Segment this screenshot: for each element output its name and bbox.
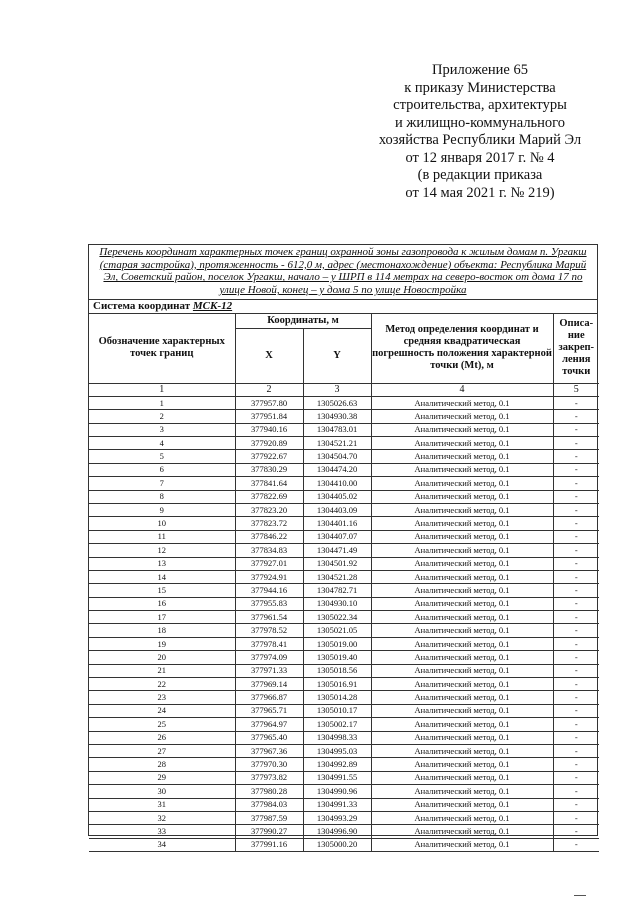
- fixation-cell: -: [553, 557, 599, 570]
- col-designation-header: Обозначение характерных точек границ: [89, 314, 235, 384]
- point-number: 29: [89, 771, 235, 784]
- method-cell: Аналитический метод, 0.1: [371, 825, 553, 838]
- point-number: 1: [89, 396, 235, 409]
- y-coordinate: 1305016.91: [303, 678, 371, 691]
- point-number: 9: [89, 503, 235, 516]
- x-coordinate: 377924.91: [235, 570, 303, 583]
- y-coordinate: 1304782.71: [303, 584, 371, 597]
- table-row: [89, 477, 599, 490]
- x-coordinate: 377973.82: [235, 771, 303, 784]
- fixation-cell: -: [553, 611, 599, 624]
- fixation-cell: -: [553, 544, 599, 557]
- column-number: 3: [303, 383, 371, 396]
- x-coordinate: 377944.16: [235, 584, 303, 597]
- header-line: от 12 января 2017 г. № 4: [405, 149, 555, 166]
- method-cell: Аналитический метод, 0.1: [371, 758, 553, 771]
- y-coordinate: 1305000.20: [303, 838, 371, 851]
- method-cell: Аналитический метод, 0.1: [371, 785, 553, 798]
- fixation-cell: -: [553, 651, 599, 664]
- table-row: [89, 825, 599, 838]
- table-row: [89, 771, 599, 784]
- y-coordinate: 1304405.02: [303, 490, 371, 503]
- method-cell: Аналитический метод, 0.1: [371, 678, 553, 691]
- x-coordinate: 377841.64: [235, 477, 303, 490]
- column-number: 2: [235, 383, 303, 396]
- point-number: 21: [89, 664, 235, 677]
- table-row: [89, 691, 599, 704]
- y-coordinate: 1305002.17: [303, 718, 371, 731]
- y-coordinate: 1304993.29: [303, 811, 371, 824]
- x-coordinate: 377966.87: [235, 691, 303, 704]
- header-line: (в редакции приказа: [417, 167, 543, 183]
- method-cell: Аналитический метод, 0.1: [371, 396, 553, 409]
- col-y-header: Y: [303, 328, 371, 383]
- table-row: [89, 584, 599, 597]
- y-coordinate: 1305026.63: [303, 396, 371, 409]
- x-coordinate: 377974.09: [235, 651, 303, 664]
- table-row: [89, 423, 599, 436]
- y-coordinate: 1305022.34: [303, 611, 371, 624]
- page-edge-mark: [574, 895, 586, 896]
- point-number: 24: [89, 704, 235, 717]
- y-coordinate: 1304410.00: [303, 477, 371, 490]
- point-number: 23: [89, 691, 235, 704]
- header-line: от 14 мая 2021 г. № 219): [405, 184, 555, 201]
- y-coordinate: 1304403.09: [303, 503, 371, 516]
- fixation-cell: -: [553, 785, 599, 798]
- fixation-cell: -: [553, 771, 599, 784]
- y-coordinate: 1304991.33: [303, 798, 371, 811]
- table-row: [89, 557, 599, 570]
- table-row: [89, 611, 599, 624]
- table-row: [89, 517, 599, 530]
- y-coordinate: 1304407.07: [303, 530, 371, 543]
- method-cell: Аналитический метод, 0.1: [371, 664, 553, 677]
- y-coordinate: 1304783.01: [303, 423, 371, 436]
- point-number: 5: [89, 450, 235, 463]
- method-cell: Аналитический метод, 0.1: [371, 798, 553, 811]
- coordinate-system-label: Система координат: [93, 299, 191, 312]
- x-coordinate: 377965.71: [235, 704, 303, 717]
- fixation-cell: -: [553, 758, 599, 771]
- col-method-header: Метод определения координат и средняя квадратическая погрешность положения характерной точки (Mt), м: [371, 314, 553, 384]
- point-number: 27: [89, 744, 235, 757]
- point-number: 15: [89, 584, 235, 597]
- table-row: [89, 597, 599, 610]
- y-coordinate: 1304401.16: [303, 517, 371, 530]
- x-coordinate: 377957.80: [235, 396, 303, 409]
- point-number: 30: [89, 785, 235, 798]
- column-number: 5: [553, 383, 599, 396]
- table-row: [89, 450, 599, 463]
- point-number: 11: [89, 530, 235, 543]
- y-coordinate: 1304998.33: [303, 731, 371, 744]
- x-coordinate: 377961.54: [235, 611, 303, 624]
- x-coordinate: 377984.03: [235, 798, 303, 811]
- x-coordinate: 377980.28: [235, 785, 303, 798]
- col-x-header: X: [235, 328, 303, 383]
- x-coordinate: 377967.36: [235, 744, 303, 757]
- point-number: 16: [89, 597, 235, 610]
- x-coordinate: 377971.33: [235, 664, 303, 677]
- method-cell: Аналитический метод, 0.1: [371, 838, 553, 851]
- fixation-cell: -: [553, 825, 599, 838]
- y-coordinate: 1304992.89: [303, 758, 371, 771]
- method-cell: Аналитический метод, 0.1: [371, 691, 553, 704]
- point-number: 26: [89, 731, 235, 744]
- table-row: [89, 744, 599, 757]
- method-cell: Аналитический метод, 0.1: [371, 503, 553, 516]
- x-coordinate: 377940.16: [235, 423, 303, 436]
- header-line: и жилищно-коммунального: [394, 114, 566, 131]
- point-number: 17: [89, 611, 235, 624]
- y-coordinate: 1304521.21: [303, 436, 371, 449]
- fixation-cell: -: [553, 691, 599, 704]
- method-cell: Аналитический метод, 0.1: [371, 423, 553, 436]
- table-row: [89, 490, 599, 503]
- table-row: [89, 651, 599, 664]
- method-cell: Аналитический метод, 0.1: [371, 744, 553, 757]
- table-row: [89, 530, 599, 543]
- method-cell: Аналитический метод, 0.1: [371, 477, 553, 490]
- method-cell: Аналитический метод, 0.1: [371, 450, 553, 463]
- y-coordinate: 1304930.10: [303, 597, 371, 610]
- table-row: [89, 664, 599, 677]
- coordinates-table: [89, 314, 599, 852]
- fixation-cell: -: [553, 664, 599, 677]
- table-row: [89, 758, 599, 771]
- point-number: 31: [89, 798, 235, 811]
- y-coordinate: 1305019.00: [303, 637, 371, 650]
- table-row: [89, 570, 599, 583]
- x-coordinate: 377970.30: [235, 758, 303, 771]
- y-coordinate: 1304990.96: [303, 785, 371, 798]
- y-coordinate: 1304471.49: [303, 544, 371, 557]
- table-row: [89, 704, 599, 717]
- table-row: [89, 624, 599, 637]
- table-row: [89, 798, 599, 811]
- fixation-cell: -: [553, 463, 599, 476]
- order-header: [360, 62, 600, 202]
- point-number: 7: [89, 477, 235, 490]
- x-coordinate: 377990.27: [235, 825, 303, 838]
- point-number: 32: [89, 811, 235, 824]
- y-coordinate: 1304930.38: [303, 410, 371, 423]
- fixation-cell: -: [553, 678, 599, 691]
- method-cell: Аналитический метод, 0.1: [371, 597, 553, 610]
- method-cell: Аналитический метод, 0.1: [371, 544, 553, 557]
- x-coordinate: 377823.72: [235, 517, 303, 530]
- column-number: 1: [89, 383, 235, 396]
- point-number: 12: [89, 544, 235, 557]
- fixation-cell: -: [553, 637, 599, 650]
- x-coordinate: 377922.67: [235, 450, 303, 463]
- point-number: 20: [89, 651, 235, 664]
- point-number: 3: [89, 423, 235, 436]
- method-cell: Аналитический метод, 0.1: [371, 811, 553, 824]
- x-coordinate: 377822.69: [235, 490, 303, 503]
- x-coordinate: 377830.29: [235, 463, 303, 476]
- point-number: 13: [89, 557, 235, 570]
- fixation-cell: -: [553, 436, 599, 449]
- point-number: 33: [89, 825, 235, 838]
- y-coordinate: 1304995.03: [303, 744, 371, 757]
- fixation-cell: -: [553, 450, 599, 463]
- y-coordinate: 1304504.70: [303, 450, 371, 463]
- column-number: 4: [371, 383, 553, 396]
- method-cell: Аналитический метод, 0.1: [371, 436, 553, 449]
- method-cell: Аналитический метод, 0.1: [371, 410, 553, 423]
- method-cell: Аналитический метод, 0.1: [371, 637, 553, 650]
- x-coordinate: 377987.59: [235, 811, 303, 824]
- fixation-cell: -: [553, 477, 599, 490]
- header-line: хозяйства Республики Марий Эл: [378, 132, 582, 148]
- y-coordinate: 1305010.17: [303, 704, 371, 717]
- point-number: 10: [89, 517, 235, 530]
- fixation-cell: -: [553, 503, 599, 516]
- point-number: 4: [89, 436, 235, 449]
- x-coordinate: 377978.41: [235, 637, 303, 650]
- point-number: 22: [89, 678, 235, 691]
- fixation-cell: -: [553, 744, 599, 757]
- fixation-cell: -: [553, 624, 599, 637]
- point-number: 2: [89, 410, 235, 423]
- x-coordinate: 377846.22: [235, 530, 303, 543]
- table-row: [89, 637, 599, 650]
- y-coordinate: 1305021.05: [303, 624, 371, 637]
- x-coordinate: 377969.14: [235, 678, 303, 691]
- table-row: [89, 811, 599, 824]
- table-row: [89, 503, 599, 516]
- table-row: [89, 436, 599, 449]
- fixation-cell: -: [553, 584, 599, 597]
- col-description-header: Описа-ние закреп-ления точки: [553, 314, 599, 384]
- y-coordinate: 1304474.20: [303, 463, 371, 476]
- fixation-cell: -: [553, 530, 599, 543]
- table-row: [89, 718, 599, 731]
- coordinate-system-value: МСК-12: [192, 299, 233, 312]
- method-cell: Аналитический метод, 0.1: [371, 651, 553, 664]
- method-cell: Аналитический метод, 0.1: [371, 624, 553, 637]
- table-row: [89, 544, 599, 557]
- fixation-cell: -: [553, 423, 599, 436]
- object-description: Перечень координат характерных точек границ охранной зоны газопровода к жилым домам п. Ургакш (старая застройка), протяженность - 612,0 м, адрес (местонахождение) объекта: Республика Марий Эл, Советский район, поселок Ургакш, начало – у ШРП в 114 метрах на северо-восток от дома 17 по улице Новой, конец – у дома 5 по улице Новостройка: [89, 245, 597, 300]
- method-cell: Аналитический метод, 0.1: [371, 771, 553, 784]
- table-row: [89, 463, 599, 476]
- fixation-cell: -: [553, 731, 599, 744]
- header-line: Приложение 65: [432, 62, 528, 78]
- col-coordinates-header: Координаты, м: [235, 314, 371, 329]
- x-coordinate: 377834.83: [235, 544, 303, 557]
- x-coordinate: 377920.89: [235, 436, 303, 449]
- method-cell: Аналитический метод, 0.1: [371, 557, 553, 570]
- point-number: 34: [89, 838, 235, 851]
- x-coordinate: 377991.16: [235, 838, 303, 851]
- table-row: [89, 838, 599, 851]
- table-row: [89, 731, 599, 744]
- y-coordinate: 1305019.40: [303, 651, 371, 664]
- x-coordinate: 377965.40: [235, 731, 303, 744]
- fixation-cell: -: [553, 517, 599, 530]
- method-cell: Аналитический метод, 0.1: [371, 731, 553, 744]
- table-row: [89, 678, 599, 691]
- method-cell: Аналитический метод, 0.1: [371, 570, 553, 583]
- point-number: 8: [89, 490, 235, 503]
- point-number: 14: [89, 570, 235, 583]
- x-coordinate: 377823.20: [235, 503, 303, 516]
- fixation-cell: -: [553, 396, 599, 409]
- y-coordinate: 1304521.28: [303, 570, 371, 583]
- fixation-cell: -: [553, 704, 599, 717]
- coordinates-frame: [88, 244, 598, 850]
- fixation-cell: -: [553, 490, 599, 503]
- coordinate-system-line: [89, 300, 597, 314]
- method-cell: Аналитический метод, 0.1: [371, 517, 553, 530]
- method-cell: Аналитический метод, 0.1: [371, 463, 553, 476]
- y-coordinate: 1304996.90: [303, 825, 371, 838]
- fixation-cell: -: [553, 597, 599, 610]
- method-cell: Аналитический метод, 0.1: [371, 530, 553, 543]
- fixation-cell: -: [553, 838, 599, 851]
- y-coordinate: 1304991.55: [303, 771, 371, 784]
- y-coordinate: 1305018.56: [303, 664, 371, 677]
- fixation-cell: -: [553, 570, 599, 583]
- table-row: [89, 410, 599, 423]
- x-coordinate: 377927.01: [235, 557, 303, 570]
- fixation-cell: -: [553, 718, 599, 731]
- point-number: 6: [89, 463, 235, 476]
- point-number: 19: [89, 637, 235, 650]
- fixation-cell: -: [553, 410, 599, 423]
- x-coordinate: 377955.83: [235, 597, 303, 610]
- fixation-cell: -: [553, 811, 599, 824]
- y-coordinate: 1305014.28: [303, 691, 371, 704]
- method-cell: Аналитический метод, 0.1: [371, 718, 553, 731]
- fixation-cell: -: [553, 798, 599, 811]
- method-cell: Аналитический метод, 0.1: [371, 490, 553, 503]
- x-coordinate: 377978.52: [235, 624, 303, 637]
- table-row: [89, 396, 599, 409]
- header-line: строительства, архитектуры: [393, 97, 567, 113]
- method-cell: Аналитический метод, 0.1: [371, 611, 553, 624]
- point-number: 25: [89, 718, 235, 731]
- x-coordinate: 377951.84: [235, 410, 303, 423]
- x-coordinate: 377964.97: [235, 718, 303, 731]
- point-number: 18: [89, 624, 235, 637]
- point-number: 28: [89, 758, 235, 771]
- method-cell: Аналитический метод, 0.1: [371, 584, 553, 597]
- method-cell: Аналитический метод, 0.1: [371, 704, 553, 717]
- y-coordinate: 1304501.92: [303, 557, 371, 570]
- table-row: [89, 785, 599, 798]
- header-line: к приказу Министерства: [404, 79, 556, 96]
